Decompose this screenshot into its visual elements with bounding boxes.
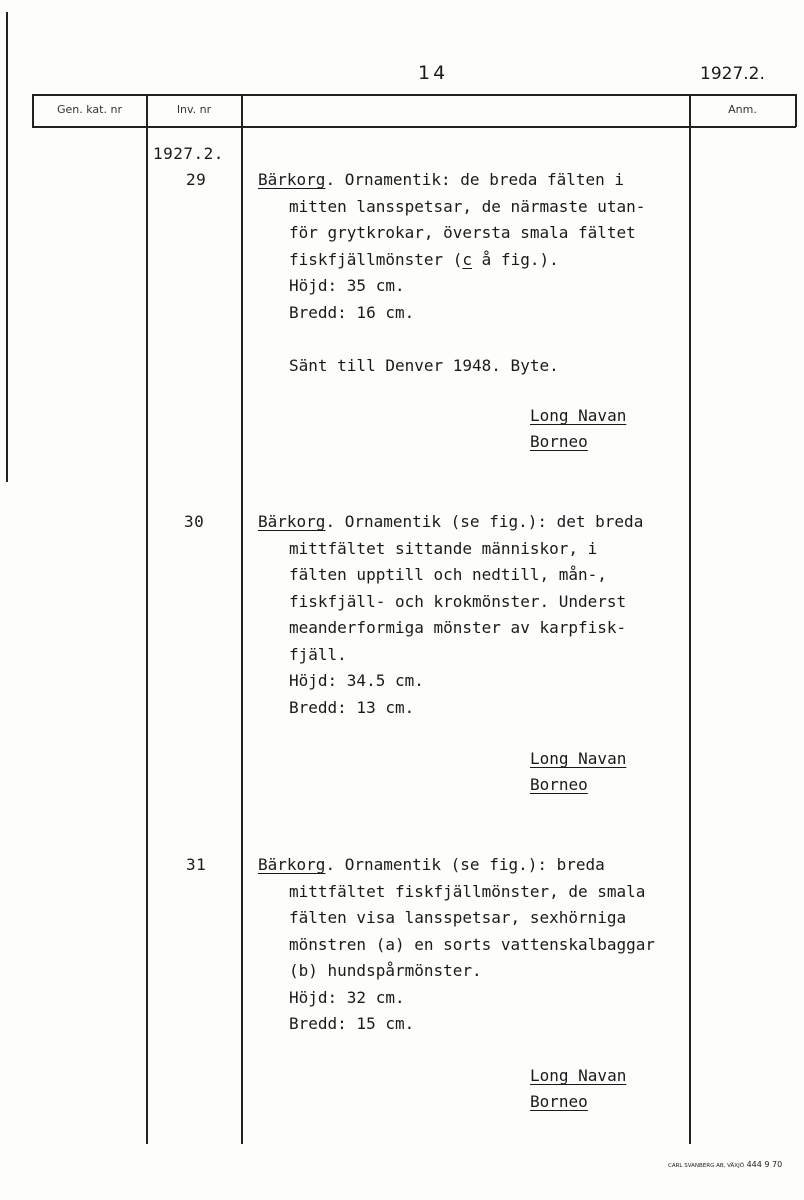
entry-line: (b) hundspårmönster. xyxy=(289,961,482,980)
page-series: 1927.2. xyxy=(700,64,765,84)
entry-line: mitten lansspetsar, de närmaste utan- xyxy=(289,196,646,216)
height-line: Höjd: 32 cm. xyxy=(289,987,405,1007)
height-line: Höjd: 35 cm. xyxy=(289,276,405,295)
entry-spacer xyxy=(258,326,698,353)
entry-line: . Ornamentik (se fig.): breda xyxy=(325,855,605,874)
entry-line: mönstren (a) en sorts vattenskalbaggar xyxy=(289,934,656,954)
col-right-border xyxy=(795,94,797,127)
printer-imprint xyxy=(668,1160,782,1169)
width-line: Bredd: 16 cm. xyxy=(289,302,415,322)
entry-title: Bärkorg xyxy=(258,855,326,874)
figure-ref: c xyxy=(462,249,473,269)
entry-line: . Ornamentik (se fig.): det breda xyxy=(325,512,644,531)
entry-description xyxy=(258,167,698,379)
width-line: Bredd: 15 cm. xyxy=(289,1014,415,1033)
entry-note: Sänt till Denver 1948. Byte. xyxy=(289,355,559,375)
col-head-anm: Anm. xyxy=(728,103,757,116)
entry-title: Bärkorg xyxy=(258,170,326,189)
entry-line: fälten upptill och nedtill, mån-, xyxy=(289,565,607,584)
width-line: Bredd: 13 cm. xyxy=(289,697,415,717)
entry-title: Bärkorg xyxy=(258,512,326,531)
provenance xyxy=(530,1063,626,1115)
printer-name: CARL SVANBERG AB, VÄXJÖ xyxy=(668,1163,745,1169)
entry-line: fälten visa lansspetsar, sexhörniga xyxy=(289,908,627,927)
inv-number: 30 xyxy=(184,512,205,531)
provenance-region: Borneo xyxy=(530,1092,588,1111)
entry-line: för grytkrokar, översta smala fältet xyxy=(289,223,636,242)
entry-line: mittfältet sittande människor, i xyxy=(289,538,598,558)
series-label: 1927.2. xyxy=(153,144,224,163)
provenance-region: Borneo xyxy=(530,775,588,794)
entry-line: mittfältet fiskfjällmönster, de smala xyxy=(289,881,646,901)
col-divider-1 xyxy=(146,94,148,1144)
entry-line: . Ornamentik: de breda fälten i xyxy=(325,170,625,189)
entry-line: fiskfjäll- och krokmönster. Underst xyxy=(289,591,627,611)
page-number: 14 xyxy=(418,62,449,84)
height-line: Höjd: 34.5 cm. xyxy=(289,671,424,690)
provenance-region: Borneo xyxy=(530,432,588,451)
entry-line: å fig.). xyxy=(472,249,559,269)
entry-description xyxy=(258,852,698,1038)
provenance-place: Long Navan xyxy=(530,406,627,425)
entry-line: fiskfjällmönster ( xyxy=(289,249,463,269)
entry-description xyxy=(258,509,698,721)
form-code: 444 9 70 xyxy=(746,1160,783,1169)
col-head-gen-kat: Gen. kat. nr xyxy=(57,103,122,116)
provenance xyxy=(530,403,626,455)
col-head-inv: Inv. nr xyxy=(176,103,212,116)
provenance-place: Long Navan xyxy=(530,749,627,768)
binding-line xyxy=(6,12,8,482)
col-divider-2 xyxy=(241,94,243,1144)
entry-line: meanderformiga mönster av karpfisk- xyxy=(289,618,627,637)
provenance-place: Long Navan xyxy=(530,1066,627,1085)
inv-number: 31 xyxy=(186,855,207,874)
provenance xyxy=(530,746,626,798)
entry-line: fjäll. xyxy=(289,644,347,664)
inv-number: 29 xyxy=(186,170,207,189)
